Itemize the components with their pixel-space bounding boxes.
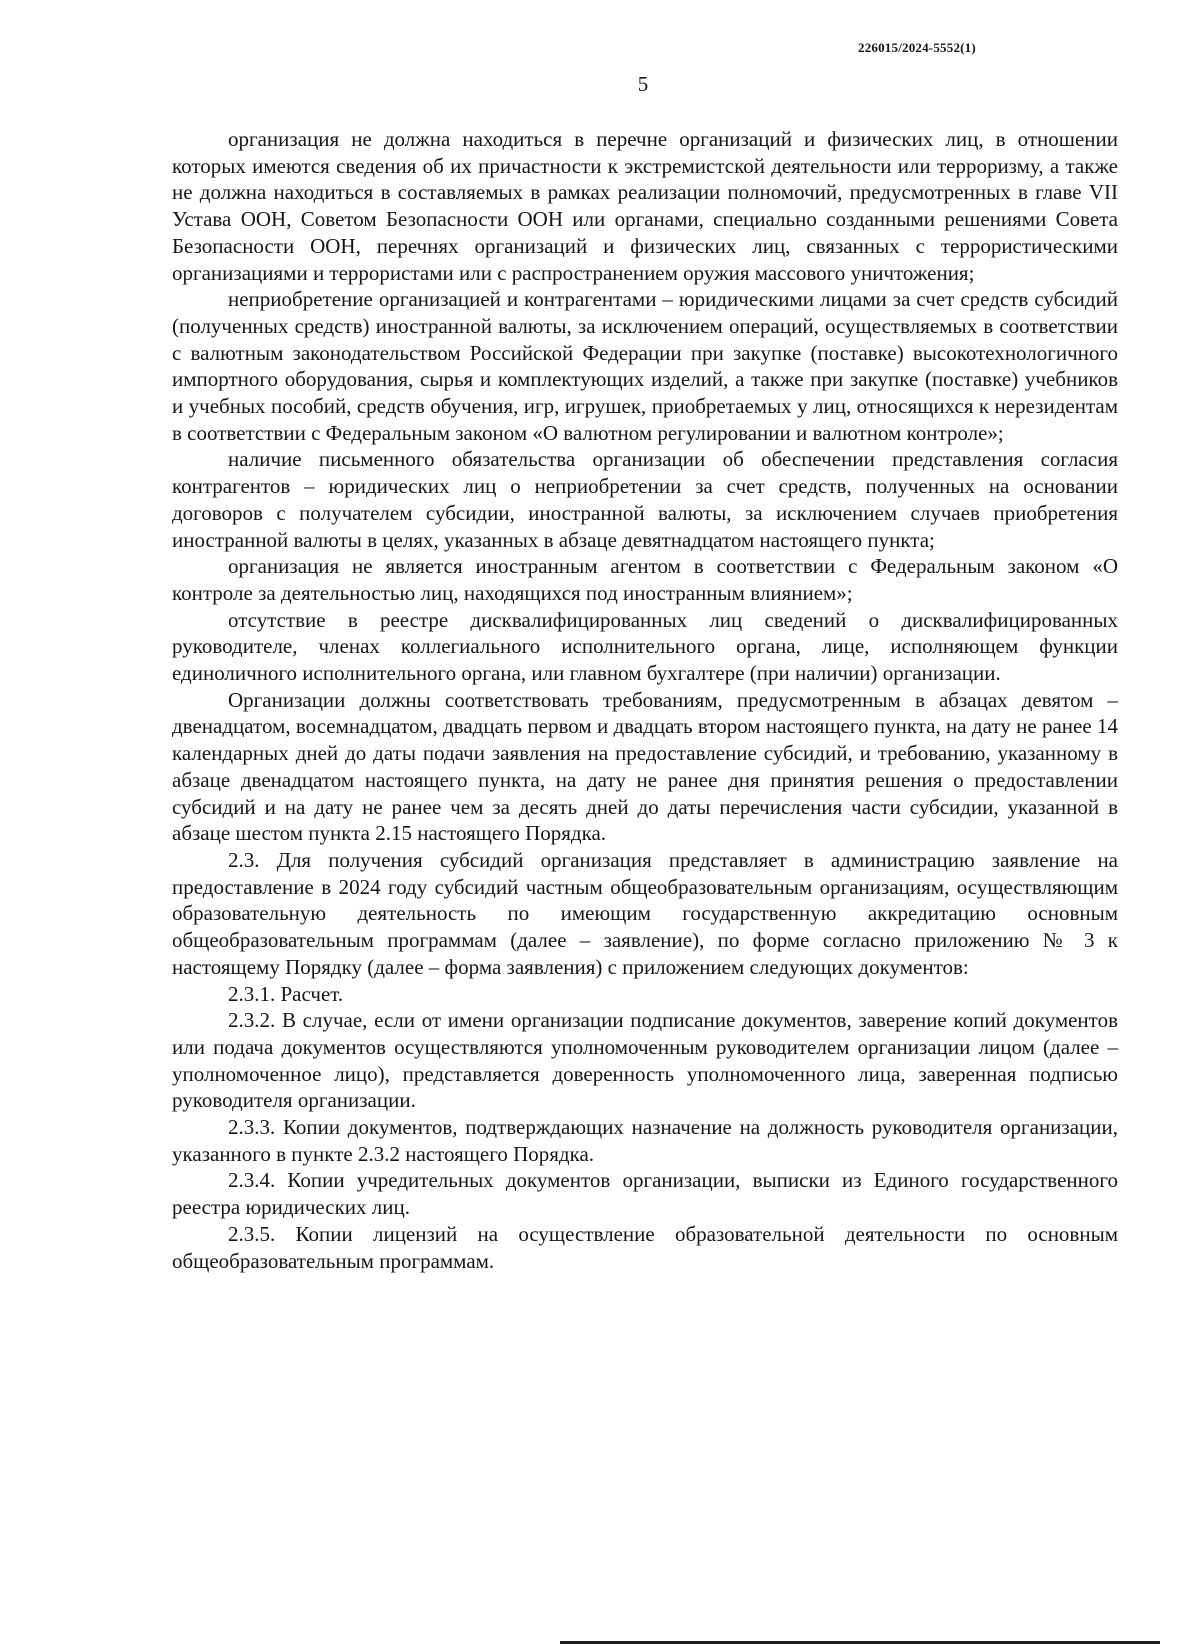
paragraph-requirements-dates: Организации должны соответствовать требованиям, предусмотренным в абзацах девятом – двенадцатом, восемнадцатом, двадцать первом и двадцать втором настоящего пункта, на дату не ранее 14 календарных дней до даты подачи заявления на предоставление субсидий, и требованию, указанному в абзаце двенадцатом настоящего пункта, на дату не ранее дня принятия решения о предоставлении субсидий и на дату не ранее чем за десять дней до даты перечисления части субсидии, указанной в абзаце шестом пункта 2.15 настоящего Порядка. xyxy=(172,687,1118,846)
scan-bottom-rule xyxy=(560,1641,1160,1644)
paragraph-2-3-4: 2.3.4. Копии учредительных документов организации, выписки из Единого государственного реестра юридических лиц. xyxy=(172,1168,1118,1220)
paragraph-2-3-3: 2.3.3. Копии документов, подтверждающих назначение на должность руководителя организации, указанного в пункте 2.3.2 настоящего Порядка. xyxy=(172,1115,1118,1166)
paragraph-written-obligation: наличие письменного обязательства организации об обеспечении представления согласия контрагентов – юридических лиц о неприобретении за счет средств, полученных на основании договоров с получателем субсидии, иностранной валюты, за исключением случаев приобретения иностранной валюты в целях, указанных в абзаце девятнадцатом настоящего пункта; xyxy=(172,447,1118,552)
document-id: 226015/2024-5552(1) xyxy=(858,40,976,55)
page-number: 5 xyxy=(637,72,649,96)
paragraph-disqualified-persons: отсутствие в реестре дисквалифицированных лиц сведений о дисквалифицированных руководителе, членах коллегиального исполнительного органа, лице, исполняющем функции единоличного исполнительного органа, или главном бухгалтере (при наличии) организации. xyxy=(172,607,1118,686)
paragraph-foreign-currency: неприобретение организацией и контрагентами – юридическими лицами за счет средств субсидий (полученных средств) иностранной валюты, за исключением операций, осуществляемых в соответствии с валютным законодательством Российской Федерации при закупке (поставке) высокотехнологичного импортного оборудования, сырья и комплектующих изделий, а также при закупке (поставке) учебников и учебных пособий, средств обучения, игр, игрушек, приобретаемых у лиц, относящихся к нерезидентам в соответствии с Федеральным законом «О валютном регулировании и валютном контроле»; xyxy=(172,287,1118,445)
paragraph-foreign-agent: организация не является иностранным агентом в соответствии с Федеральным законом «О контроле за деятельностью лиц, находящихся под иностранным влиянием»; xyxy=(172,554,1118,605)
paragraph-2-3: 2.3. Для получения субсидий организация представляет в администрацию заявление на предоставление в 2024 году субсидий частным общеобразовательным организациям, осуществляющим образовательную деятельность по имеющим государственную аккредитацию основным общеобразовательным программам (далее – заявление), по форме согласно приложению № 3 к настоящему Порядку (далее – форма заявления) с приложением следующих документов: xyxy=(172,847,1118,979)
paragraph-2-3-1: 2.3.1. Расчет. xyxy=(228,981,344,1006)
paragraph-2-3-5: 2.3.5. Копии лицензий на осуществление образовательной деятельности по основным общеобразовательным программам. xyxy=(172,1221,1118,1273)
document-body xyxy=(172,126,1118,1274)
paragraph-terrorism-lists: организация не должна находиться в перечне организаций и физических лиц, в отношении которых имеются сведения об их причастности к экстремистской деятельности или терроризму, а также не должна находиться в составляемых в рамках реализации полномочий, предусмотренных в главе VII Устава ООН, Советом Безопасности ООН или органами, специально созданными решениями Совета Безопасности ООН, перечнях организаций и физических лиц, связанных с террористическими организациями и террористами или с распространением оружия массового уничтожения; xyxy=(172,127,1118,285)
paragraph-2-3-2: 2.3.2. В случае, если от имени организации подписание документов, заверение копий документов или подача документов осуществляются уполномоченным руководителем организации лицом (далее – уполномоченное лицо), представляется доверенность уполномоченного лица, заверенная подписью руководителя организации. xyxy=(172,1008,1118,1113)
